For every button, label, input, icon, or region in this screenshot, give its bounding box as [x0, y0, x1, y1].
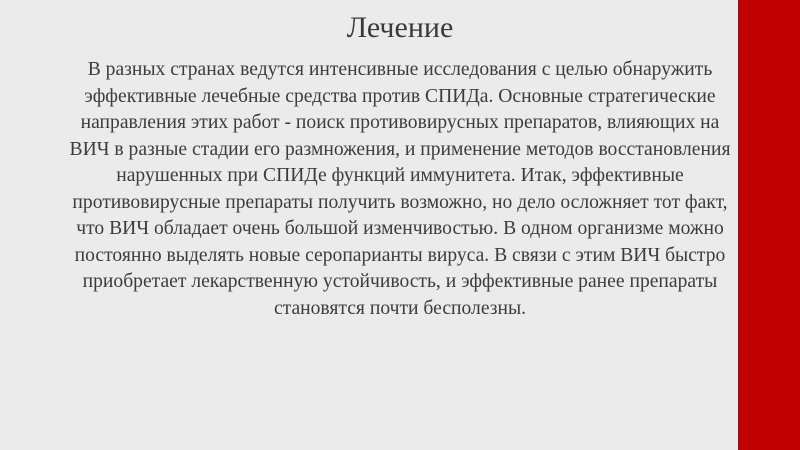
slide-title: Лечение: [346, 11, 454, 44]
slide-body-text: В разных странах ведутся интенсивные исследования с целью обнаружить эффективные лечебные средства против СПИДа. Основные стратегические направления этих работ - поиск противовирусных препаратов, влияющих на ВИЧ в разные стадии его размножения, и применение методов восстановления нарушенных при СПИДе функций иммунитета. Итак, эффективные противовирусные препараты получить возможно, но дело осложняет тот факт, что ВИЧ обладает очень большой изменчивостью. В одном организме можно постоянно выделять новые серопарианты вируса. В связи с этим ВИЧ быстро приобретает лекарственную устойчивость, и эффективные ранее препараты становятся почти бесполезны.: [69, 59, 731, 319]
accent-bar: [738, 0, 800, 450]
